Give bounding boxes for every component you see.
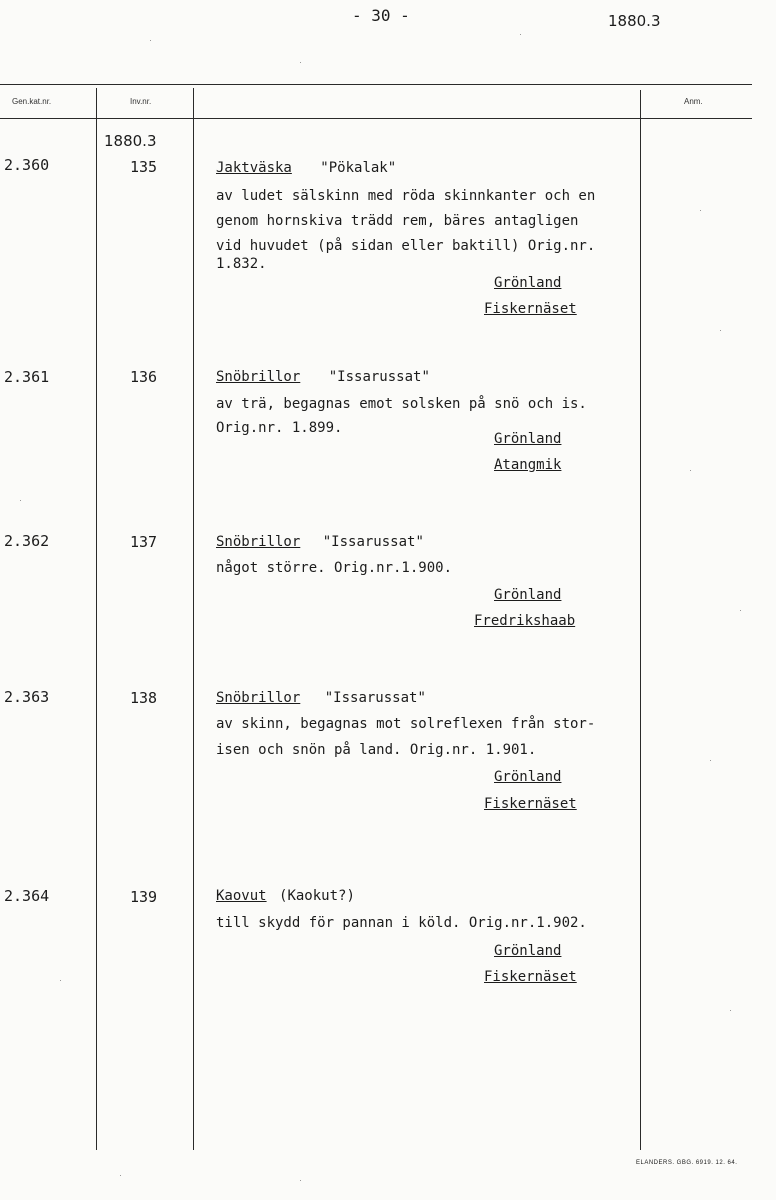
column-header-inv: Inv.nr. [130, 97, 152, 106]
catalog-number: 2.364 [4, 887, 50, 905]
catalog-number: 2.360 [4, 156, 50, 174]
column-divider-2 [193, 88, 194, 1150]
object-name: Snöbrillor [216, 369, 301, 385]
entry-title-line [216, 534, 424, 550]
description-line: till skydd för pannan i köld. Orig.nr.1.902. [216, 915, 587, 931]
column-divider-3 [640, 90, 641, 1150]
entry-title-line [216, 690, 426, 706]
inventory-number: 139 [130, 888, 158, 906]
native-name: "Issarussat" [324, 690, 426, 706]
catalog-number: 2.362 [4, 532, 50, 550]
entry-title-line [216, 160, 396, 176]
description-line: isen och snön på land. Orig.nr. 1.901. [216, 742, 537, 758]
place-label: Fiskernäset [484, 969, 577, 985]
entry-title-line [216, 888, 355, 904]
native-name: "Pökalak" [320, 160, 397, 176]
column-header-anm: Anm. [684, 97, 703, 106]
object-name: Snöbrillor [216, 690, 301, 706]
top-rule [0, 84, 752, 85]
native-name: "Issarussat" [328, 369, 430, 385]
batch-label: 1880.3 [104, 132, 157, 150]
native-name: (Kaokut?) [279, 888, 355, 904]
description-line: 1.832. [216, 256, 267, 272]
description-line: genom hornskiva trädd rem, bäres antagligen [216, 213, 579, 229]
place-label: Fiskernäset [484, 796, 577, 812]
printer-mark: ELANDERS. GBG. 6919. 12. 64. [636, 1160, 738, 1166]
region-label: Grönland [494, 587, 562, 603]
description-line: av trä, begagnas emot solsken på snö och is. [216, 396, 587, 412]
inventory-number: 136 [130, 368, 158, 386]
description-line: vid huvudet (på sidan eller baktill) Orig.nr. [216, 238, 596, 254]
region-label: Grönland [494, 943, 562, 959]
inventory-number: 138 [130, 689, 158, 707]
entry-title-line [216, 369, 430, 385]
object-name: Jaktväska [216, 160, 292, 176]
inventory-number: 135 [130, 158, 158, 176]
page-number: - 30 - [352, 6, 410, 25]
description-line: av skinn, begagnas mot solreflexen från stor- [216, 716, 596, 732]
description-line: av ludet sälskinn med röda skinnkanter och en [216, 188, 596, 204]
place-label: Atangmik [494, 457, 562, 473]
place-label: Fredrikshaab [474, 613, 576, 629]
catalog-number: 2.361 [4, 368, 50, 386]
place-label: Fiskernäset [484, 301, 577, 317]
object-name: Kaovut [216, 888, 267, 904]
description-line: Orig.nr. 1.899. [216, 420, 343, 436]
region-label: Grönland [494, 769, 562, 785]
region-label: Grönland [494, 275, 562, 291]
native-name: "Issarussat" [322, 534, 424, 550]
column-divider-1 [96, 88, 97, 1150]
inventory-number: 137 [130, 533, 158, 551]
column-header-gen-kat: Gen.kat.nr. [12, 97, 52, 106]
region-label: Grönland [494, 431, 562, 447]
object-name: Snöbrillor [216, 534, 301, 550]
description-line: något större. Orig.nr.1.900. [216, 560, 453, 576]
catalog-number: 2.363 [4, 688, 50, 706]
year-reference: 1880.3 [608, 12, 661, 30]
